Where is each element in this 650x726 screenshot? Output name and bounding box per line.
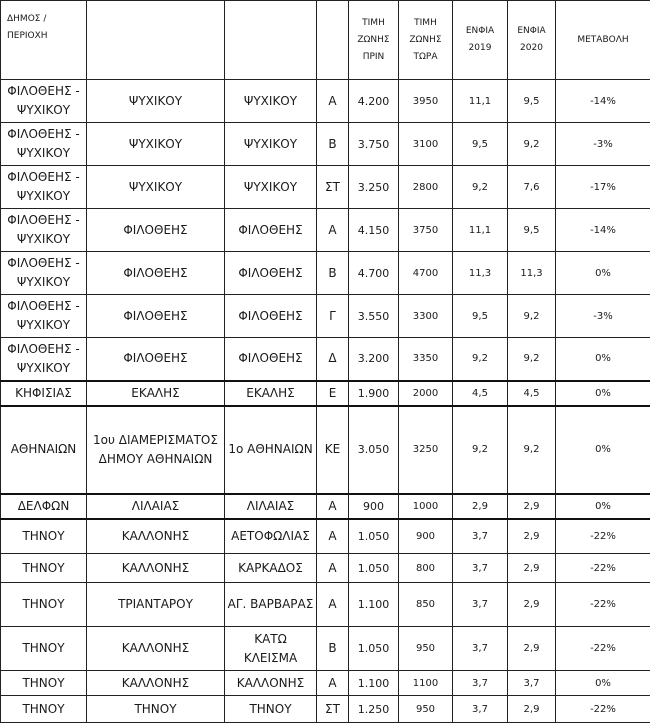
table-row bbox=[1, 80, 650, 123]
cell-change: -22% bbox=[556, 583, 650, 627]
cell-area: ΦΙΛΟΘΕΗΣ bbox=[87, 252, 225, 295]
cell-price-before: 1.050 bbox=[349, 519, 399, 554]
cell-enfia-2019: 3,7 bbox=[453, 696, 508, 723]
cell-area: ΦΙΛΟΘΕΗΣ bbox=[87, 295, 225, 338]
cell-area: ΚΑΛΛΟΝΗΣ bbox=[87, 627, 225, 671]
cell-municipality: ΚΗΦΙΣΙΑΣ bbox=[1, 381, 87, 406]
cell-enfia-2020: 2,9 bbox=[508, 554, 556, 583]
table-row bbox=[1, 166, 650, 209]
table-row bbox=[1, 209, 650, 252]
cell-price-before: 1.050 bbox=[349, 554, 399, 583]
cell-area: ΚΑΛΛΟΝΗΣ bbox=[87, 671, 225, 696]
cell-area: ΦΙΛΟΘΕΗΣ bbox=[87, 338, 225, 381]
cell-locality: ΚΑΡΚΑΔΟΣ bbox=[225, 554, 317, 583]
cell-price-now: 850 bbox=[399, 583, 453, 627]
cell-enfia-2020: 11,3 bbox=[508, 252, 556, 295]
cell-enfia-2020: 9,2 bbox=[508, 338, 556, 381]
header-enfia-2020: ΕΝΦΙΑ 2020 bbox=[508, 1, 556, 80]
cell-zone: Γ bbox=[317, 295, 349, 338]
header-row bbox=[1, 1, 650, 80]
cell-enfia-2020: 2,9 bbox=[508, 519, 556, 554]
cell-enfia-2019: 9,5 bbox=[453, 295, 508, 338]
cell-price-before: 3.550 bbox=[349, 295, 399, 338]
cell-change: 0% bbox=[556, 338, 650, 381]
cell-price-before: 1.050 bbox=[349, 627, 399, 671]
cell-zone: ΣΤ bbox=[317, 696, 349, 723]
cell-price-now: 950 bbox=[399, 627, 453, 671]
cell-price-now: 3750 bbox=[399, 209, 453, 252]
cell-locality: ΨΥΧΙΚΟΥ bbox=[225, 80, 317, 123]
cell-price-now: 3100 bbox=[399, 123, 453, 166]
table-row bbox=[1, 627, 650, 671]
cell-enfia-2020: 2,9 bbox=[508, 696, 556, 723]
cell-locality: ΨΥΧΙΚΟΥ bbox=[225, 166, 317, 209]
cell-locality: ΦΙΛΟΘΕΗΣ bbox=[225, 295, 317, 338]
cell-enfia-2019: 9,2 bbox=[453, 406, 508, 494]
cell-municipality: ΑΘΗΝΑΙΩΝ bbox=[1, 406, 87, 494]
table-row bbox=[1, 252, 650, 295]
cell-locality: ΨΥΧΙΚΟΥ bbox=[225, 123, 317, 166]
cell-enfia-2019: 11,1 bbox=[453, 80, 508, 123]
cell-price-now: 1000 bbox=[399, 494, 453, 519]
cell-price-before: 4.700 bbox=[349, 252, 399, 295]
cell-enfia-2019: 11,3 bbox=[453, 252, 508, 295]
cell-locality: ΚΑΛΛΟΝΗΣ bbox=[225, 671, 317, 696]
cell-locality: ΦΙΛΟΘΕΗΣ bbox=[225, 338, 317, 381]
cell-change: 0% bbox=[556, 381, 650, 406]
cell-locality: ΑΕΤΟΦΩΛΙΑΣ bbox=[225, 519, 317, 554]
header-change: ΜΕΤΑΒΟΛΗ bbox=[556, 1, 650, 80]
cell-area: ΚΑΛΛΟΝΗΣ bbox=[87, 519, 225, 554]
cell-municipality: ΦΙΛΟΘΕΗΣ - ΨΥΧΙΚΟΥ bbox=[1, 80, 87, 123]
cell-enfia-2020: 9,5 bbox=[508, 209, 556, 252]
cell-enfia-2019: 3,7 bbox=[453, 519, 508, 554]
cell-zone: Α bbox=[317, 583, 349, 627]
cell-municipality: ΤΗΝΟΥ bbox=[1, 671, 87, 696]
cell-enfia-2019: 3,7 bbox=[453, 671, 508, 696]
cell-price-before: 3.200 bbox=[349, 338, 399, 381]
table-row bbox=[1, 554, 650, 583]
cell-locality: ΛΙΛΑΙΑΣ bbox=[225, 494, 317, 519]
cell-locality: 1ο ΑΘΗΝΑΙΩΝ bbox=[225, 406, 317, 494]
cell-enfia-2019: 3,7 bbox=[453, 554, 508, 583]
table-row bbox=[1, 338, 650, 381]
cell-municipality: ΤΗΝΟΥ bbox=[1, 696, 87, 723]
header-enfia-2019: ΕΝΦΙΑ 2019 bbox=[453, 1, 508, 80]
cell-change: -22% bbox=[556, 627, 650, 671]
cell-change: -17% bbox=[556, 166, 650, 209]
cell-area: 1ου ΔΙΑΜΕΡΙΣΜΑΤΟΣ ΔΗΜΟΥ ΑΘΗΝΑΙΩΝ bbox=[87, 406, 225, 494]
cell-change: -22% bbox=[556, 519, 650, 554]
cell-enfia-2020: 2,9 bbox=[508, 494, 556, 519]
cell-area: ΨΥΧΙΚΟΥ bbox=[87, 80, 225, 123]
cell-municipality: ΤΗΝΟΥ bbox=[1, 519, 87, 554]
cell-zone: Α bbox=[317, 519, 349, 554]
cell-zone: Α bbox=[317, 494, 349, 519]
cell-area: ΤΡΙΑΝΤΑΡΟΥ bbox=[87, 583, 225, 627]
header-price-now: ΤΙΜΗ ΖΩΝΗΣ ΤΩΡΑ bbox=[399, 1, 453, 80]
cell-locality: ΦΙΛΟΘΕΗΣ bbox=[225, 209, 317, 252]
cell-price-before: 1.100 bbox=[349, 583, 399, 627]
cell-zone: Β bbox=[317, 252, 349, 295]
cell-zone: Α bbox=[317, 554, 349, 583]
table-row bbox=[1, 494, 650, 519]
cell-price-before: 1.250 bbox=[349, 696, 399, 723]
cell-municipality: ΦΙΛΟΘΕΗΣ - ΨΥΧΙΚΟΥ bbox=[1, 252, 87, 295]
cell-area: ΕΚΑΛΗΣ bbox=[87, 381, 225, 406]
header-area bbox=[87, 1, 225, 80]
cell-municipality: ΦΙΛΟΘΕΗΣ - ΨΥΧΙΚΟΥ bbox=[1, 209, 87, 252]
cell-municipality: ΦΙΛΟΘΕΗΣ - ΨΥΧΙΚΟΥ bbox=[1, 123, 87, 166]
cell-price-now: 3300 bbox=[399, 295, 453, 338]
header-locality bbox=[225, 1, 317, 80]
cell-price-now: 3250 bbox=[399, 406, 453, 494]
cell-change: 0% bbox=[556, 252, 650, 295]
cell-enfia-2020: 2,9 bbox=[508, 583, 556, 627]
cell-municipality: ΤΗΝΟΥ bbox=[1, 627, 87, 671]
cell-price-now: 3950 bbox=[399, 80, 453, 123]
table-row bbox=[1, 381, 650, 406]
cell-locality: ΤΗΝΟΥ bbox=[225, 696, 317, 723]
cell-zone: Α bbox=[317, 80, 349, 123]
table-row bbox=[1, 295, 650, 338]
cell-zone: Ε bbox=[317, 381, 349, 406]
cell-price-before: 1.100 bbox=[349, 671, 399, 696]
cell-municipality: ΦΙΛΟΘΕΗΣ - ΨΥΧΙΚΟΥ bbox=[1, 338, 87, 381]
header-zone bbox=[317, 1, 349, 80]
table-row bbox=[1, 696, 650, 723]
cell-municipality: ΦΙΛΟΘΕΗΣ - ΨΥΧΙΚΟΥ bbox=[1, 166, 87, 209]
cell-enfia-2020: 9,2 bbox=[508, 406, 556, 494]
cell-enfia-2020: 9,2 bbox=[508, 123, 556, 166]
table-row bbox=[1, 406, 650, 494]
cell-price-before: 4.150 bbox=[349, 209, 399, 252]
header-price-before: ΤΙΜΗ ΖΩΝΗΣ ΠΡΙΝ bbox=[349, 1, 399, 80]
cell-price-before: 4.200 bbox=[349, 80, 399, 123]
cell-price-now: 4700 bbox=[399, 252, 453, 295]
cell-municipality: ΤΗΝΟΥ bbox=[1, 554, 87, 583]
cell-enfia-2019: 9,2 bbox=[453, 338, 508, 381]
cell-area: ΚΑΛΛΟΝΗΣ bbox=[87, 554, 225, 583]
cell-price-now: 2000 bbox=[399, 381, 453, 406]
cell-locality: ΕΚΑΛΗΣ bbox=[225, 381, 317, 406]
cell-change: 0% bbox=[556, 671, 650, 696]
cell-price-now: 900 bbox=[399, 519, 453, 554]
cell-enfia-2019: 9,5 bbox=[453, 123, 508, 166]
cell-price-before: 3.750 bbox=[349, 123, 399, 166]
cell-price-before: 3.250 bbox=[349, 166, 399, 209]
cell-zone: ΚΕ bbox=[317, 406, 349, 494]
cell-enfia-2020: 9,2 bbox=[508, 295, 556, 338]
cell-price-now: 1100 bbox=[399, 671, 453, 696]
cell-locality: ΑΓ. ΒΑΡΒΑΡΑΣ bbox=[225, 583, 317, 627]
cell-enfia-2020: 4,5 bbox=[508, 381, 556, 406]
cell-locality: ΚΑΤΩ ΚΛΕΙΣΜΑ bbox=[225, 627, 317, 671]
table-row bbox=[1, 123, 650, 166]
cell-change: 0% bbox=[556, 494, 650, 519]
cell-area: ΨΥΧΙΚΟΥ bbox=[87, 123, 225, 166]
cell-zone: Δ bbox=[317, 338, 349, 381]
cell-enfia-2019: 9,2 bbox=[453, 166, 508, 209]
cell-enfia-2020: 2,9 bbox=[508, 627, 556, 671]
cell-change: -3% bbox=[556, 295, 650, 338]
cell-enfia-2019: 3,7 bbox=[453, 627, 508, 671]
cell-zone: Α bbox=[317, 209, 349, 252]
cell-area: ΨΥΧΙΚΟΥ bbox=[87, 166, 225, 209]
cell-change: -14% bbox=[556, 209, 650, 252]
cell-municipality: ΦΙΛΟΘΕΗΣ - ΨΥΧΙΚΟΥ bbox=[1, 295, 87, 338]
table-row bbox=[1, 671, 650, 696]
cell-area: ΤΗΝΟΥ bbox=[87, 696, 225, 723]
cell-municipality: ΔΕΛΦΩΝ bbox=[1, 494, 87, 519]
cell-change: -14% bbox=[556, 80, 650, 123]
cell-change: -22% bbox=[556, 696, 650, 723]
cell-area: ΦΙΛΟΘΕΗΣ bbox=[87, 209, 225, 252]
cell-price-now: 3350 bbox=[399, 338, 453, 381]
cell-enfia-2020: 9,5 bbox=[508, 80, 556, 123]
cell-zone: ΣΤ bbox=[317, 166, 349, 209]
cell-enfia-2019: 3,7 bbox=[453, 583, 508, 627]
table-row bbox=[1, 583, 650, 627]
cell-price-now: 800 bbox=[399, 554, 453, 583]
cell-municipality: ΤΗΝΟΥ bbox=[1, 583, 87, 627]
cell-price-before: 3.050 bbox=[349, 406, 399, 494]
cell-price-now: 950 bbox=[399, 696, 453, 723]
cell-zone: Β bbox=[317, 627, 349, 671]
cell-enfia-2019: 4,5 bbox=[453, 381, 508, 406]
cell-change: 0% bbox=[556, 406, 650, 494]
cell-price-now: 2800 bbox=[399, 166, 453, 209]
cell-enfia-2019: 11,1 bbox=[453, 209, 508, 252]
cell-zone: Β bbox=[317, 123, 349, 166]
cell-enfia-2020: 7,6 bbox=[508, 166, 556, 209]
cell-enfia-2019: 2,9 bbox=[453, 494, 508, 519]
cell-zone: Α bbox=[317, 671, 349, 696]
header-municipality: ΔΗΜΟΣ / ΠΕΡΙΟΧΗ bbox=[1, 1, 87, 80]
table-row bbox=[1, 519, 650, 554]
cell-area: ΛΙΛΑΙΑΣ bbox=[87, 494, 225, 519]
cell-price-before: 1.900 bbox=[349, 381, 399, 406]
cell-enfia-2020: 3,7 bbox=[508, 671, 556, 696]
cell-change: -22% bbox=[556, 554, 650, 583]
cell-locality: ΦΙΛΟΘΕΗΣ bbox=[225, 252, 317, 295]
cell-price-before: 900 bbox=[349, 494, 399, 519]
cell-change: -3% bbox=[556, 123, 650, 166]
